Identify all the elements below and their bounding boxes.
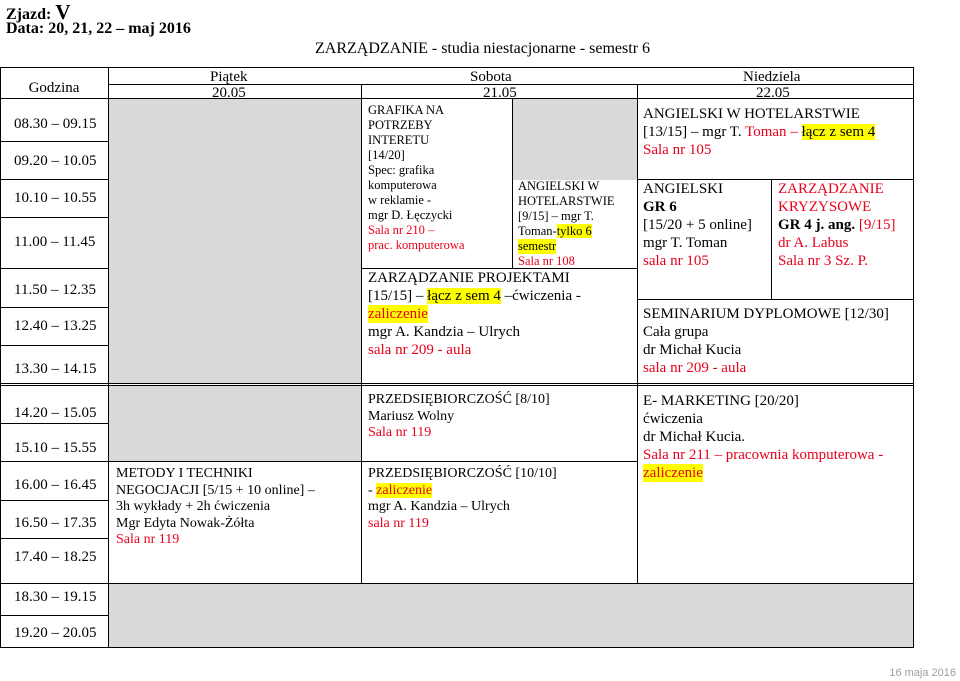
hour-label: 17.40 – 18.25: [14, 549, 97, 565]
gray-sat-morning: [512, 98, 637, 180]
zjazd-value: V: [55, 0, 71, 24]
footer-date: 16 maja 2016: [889, 667, 956, 679]
hour-label: 19.20 – 20.05: [14, 625, 97, 641]
day-name-sunday: Niedziela: [743, 69, 801, 85]
hour-label: 16.00 – 16.45: [14, 477, 97, 493]
day-name-saturday: Sobota: [470, 69, 512, 85]
class-angielski-saturday: ANGIELSKI W HOTELARSTWIE [9/15] – mgr T. Toman-tylko 6 semestr Sala nr 108: [518, 179, 615, 268]
class-e-marketing: E- MARKETING [20/20] ćwiczenia dr Michał Kucia. Sala nr 211 – pracownia komputerowa - zaliczenie: [643, 393, 884, 481]
hour-label: 11.00 – 11.45: [14, 234, 96, 250]
date-line: Data: 20, 21, 22 – maj 2016: [6, 20, 191, 37]
gray-fri-early-afternoon: [108, 385, 361, 461]
day-date-saturday: 21.05: [483, 85, 517, 101]
class-angielski-sunday: ANGIELSKI W HOTELARSTWIE [13/15] – mgr T. Toman – łącz z sem 4 Sala nr 105: [643, 106, 876, 158]
hour-label: 15.10 – 15.55: [14, 440, 97, 456]
class-metody-negocjacji: METODY I TECHNIKI NEGOCJACJI [5/15 + 10 online] – 3h wykłady + 2h ćwiczenia Mgr Edyta Nowak-Żółta Sala nr 119: [116, 466, 315, 547]
class-grafika: GRAFIKA NA POTRZEBY INTERETU [14/20] Spec: grafika komputerowa w reklamie - mgr D. Łęczycki Sala nr 210 – prac. komputerowa: [368, 103, 465, 252]
hour-label: 14.20 – 15.05: [14, 405, 97, 421]
class-zarzadzanie-projektami: ZARZĄDZANIE PROJEKTAMI [15/15] – łącz z sem 4 –ćwiczenia - zaliczenie mgr A. Kandzia – Ulrych sala nr 209 - aula: [368, 270, 581, 358]
class-angielski-gr6: ANGIELSKI GR 6 [15/20 + 5 online] mgr T. Toman sala nr 105: [643, 181, 752, 269]
hour-label: 16.50 – 17.35: [14, 515, 97, 531]
hour-label: 18.30 – 19.15: [14, 589, 97, 605]
day-name-friday: Piątek: [210, 69, 248, 85]
class-seminarium: SEMINARIUM DYPLOMOWE [12/30] Cała grupa dr Michał Kucia sala nr 209 - aula: [643, 306, 889, 376]
hour-header: Godzina: [28, 80, 80, 96]
class-przedsiebiorczosc-2: PRZEDSIĘBIORCZOŚĆ [10/10] - zaliczenie mgr A. Kandzia – Ulrych sala nr 119: [368, 466, 557, 531]
hour-label: 13.30 – 14.15: [14, 361, 97, 377]
page-title: ZARZĄDZANIE - studia niestacjonarne - semestr 6: [315, 40, 651, 57]
gray-evening: [108, 583, 913, 647]
day-date-friday: 20.05: [212, 85, 246, 101]
zjazd-label: Zjazd:: [6, 6, 52, 23]
gray-fri-morning: [108, 98, 361, 383]
hour-label: 12.40 – 13.25: [14, 318, 97, 334]
hour-label: 08.30 – 09.15: [14, 116, 97, 132]
hour-label: 10.10 – 10.55: [14, 190, 97, 206]
hour-label: 11.50 – 12.35: [14, 282, 96, 298]
day-date-sunday: 22.05: [756, 85, 790, 101]
hour-label: 09.20 – 10.05: [14, 153, 97, 169]
class-przedsiebiorczosc-1: PRZEDSIĘBIORCZOŚĆ [8/10] Mariusz Wolny Sala nr 119: [368, 392, 550, 440]
class-zarzadzanie-kryzysowe: ZARZĄDZANIE KRYZYSOWE GR 4 j. ang. [9/15] dr A. Labus Sala nr 3 Sz. P.: [778, 181, 896, 269]
